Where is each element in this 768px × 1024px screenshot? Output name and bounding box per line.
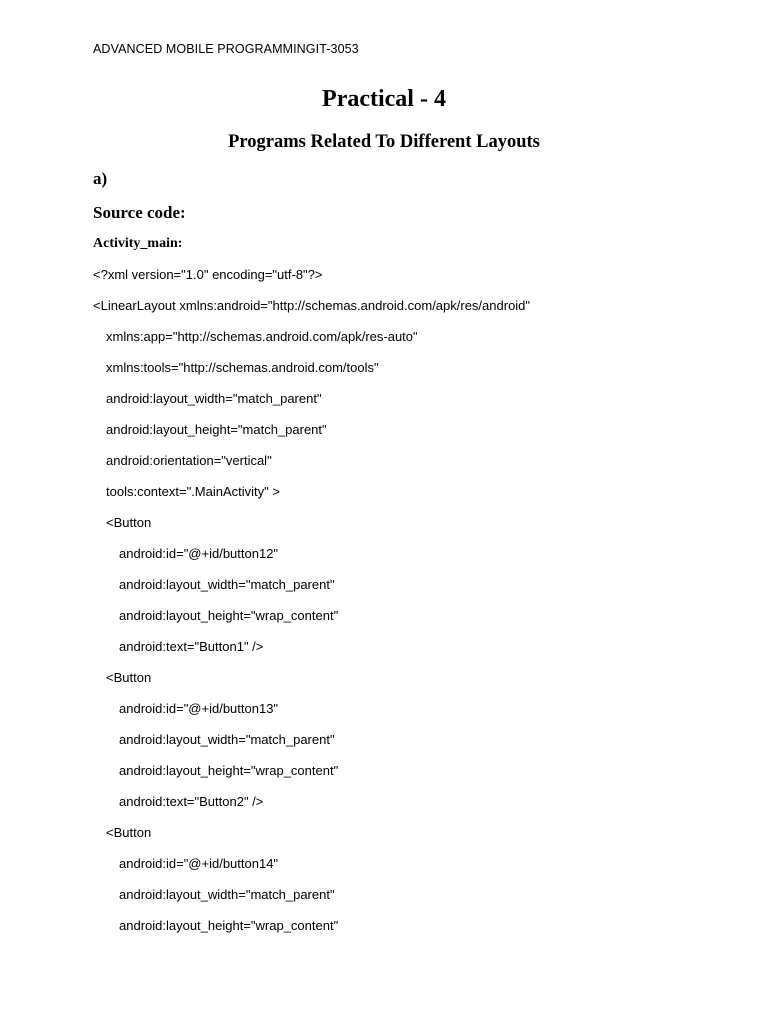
code-line: android:layout_width="match_parent" <box>106 391 322 406</box>
code-line: <LinearLayout xmlns:android="http://schemas.android.com/apk/res/android" <box>93 298 531 313</box>
code-line: xmlns:tools="http://schemas.android.com/tools" <box>106 360 379 375</box>
section-label: a) <box>93 169 108 188</box>
code-line: android:layout_height="match_parent" <box>106 422 327 437</box>
code-line: android:text="Button1" /> <box>119 639 264 654</box>
code-line: android:layout_height="wrap_content" <box>119 763 339 778</box>
code-line: android:layout_width="match_parent" <box>119 887 335 902</box>
code-line: tools:context=".MainActivity" > <box>106 484 280 499</box>
file-label: Activity_main: <box>93 236 183 251</box>
code-line: android:id="@+id/button14" <box>119 856 279 871</box>
code-line: android:layout_width="match_parent" <box>119 732 335 747</box>
source-code-heading: Source code: <box>93 203 186 222</box>
code-line: <Button <box>106 515 152 530</box>
page-title: Practical - 4 <box>322 86 446 112</box>
code-line: android:id="@+id/button13" <box>119 701 279 716</box>
code-line: android:id="@+id/button12" <box>119 546 279 561</box>
code-line: android:orientation="vertical" <box>106 453 272 468</box>
code-line: <?xml version="1.0" encoding="utf-8"?> <box>93 267 323 282</box>
code-line: android:text="Button2" /> <box>119 794 264 809</box>
code-line: xmlns:app="http://schemas.android.com/apk/res-auto" <box>106 329 418 344</box>
page-header: ADVANCED MOBILE PROGRAMMINGIT-3053 <box>93 42 359 56</box>
code-line: android:layout_height="wrap_content" <box>119 918 339 933</box>
code-line: android:layout_height="wrap_content" <box>119 608 339 623</box>
code-line: android:layout_width="match_parent" <box>119 577 335 592</box>
page-subtitle: Programs Related To Different Layouts <box>228 132 540 152</box>
code-line: <Button <box>106 825 152 840</box>
code-line: <Button <box>106 670 152 685</box>
